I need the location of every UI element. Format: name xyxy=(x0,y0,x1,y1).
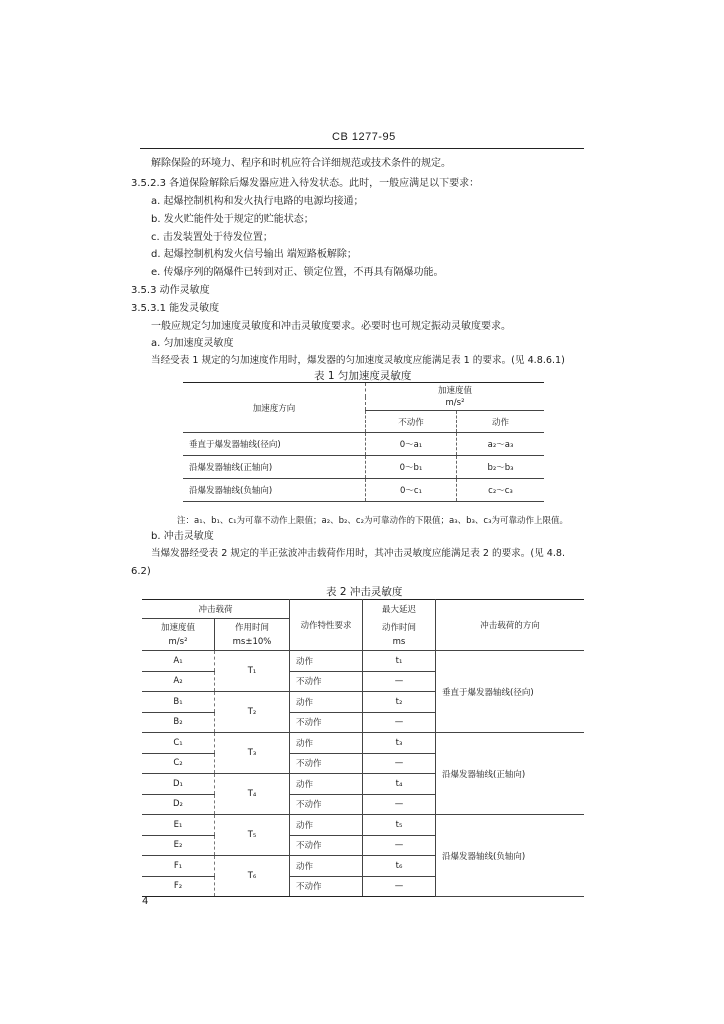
t2-cell: 不动作 xyxy=(290,876,363,897)
t2-cell: — xyxy=(363,753,436,774)
list-item-d: d. 起爆控制机构发火信号输出 端短路板解除； xyxy=(151,249,357,260)
t2-cell: T₃ xyxy=(215,733,290,774)
document-code: CB 1277-95 xyxy=(332,131,396,143)
t2-cell: t₅ xyxy=(363,815,436,836)
list-item-b: b. 发火贮能件处于规定的贮能状态； xyxy=(151,214,314,225)
t2-header-time-unit: ms±10% xyxy=(215,635,290,651)
t2-cell: B₂ xyxy=(142,712,215,733)
t2-cell: 不动作 xyxy=(290,671,363,692)
t2-cell: F₂ xyxy=(142,876,215,897)
t2-cell: A₂ xyxy=(142,671,215,692)
t2-cell: 动作 xyxy=(290,815,363,836)
t2-cell: 垂直于爆发器轴线(径向) xyxy=(436,651,585,733)
t2-header-load: 冲击载荷 xyxy=(142,600,290,619)
t2-cell: E₂ xyxy=(142,835,215,856)
clause-3-5-3-1: 3.5.3.1 能发灵敏度 xyxy=(131,303,220,314)
t2-header-delay: 最大延迟 xyxy=(363,600,436,619)
table-1 xyxy=(183,382,544,502)
t1-header-direction: 加速度方向 xyxy=(183,383,366,433)
t1-cell: 垂直于爆发器轴线(径向) xyxy=(183,433,366,456)
t1-header-no-action: 不动作 xyxy=(366,411,457,433)
t2-cell: T₂ xyxy=(215,692,290,733)
t1-cell: c₂～c₃ xyxy=(457,479,545,502)
t2-header-time: 作用时间 xyxy=(215,619,290,635)
t1-header-unit: m/s² xyxy=(366,397,545,411)
t2-cell: F₁ xyxy=(142,856,215,877)
list-item-e: e. 传爆序列的隔爆件已转到对正、锁定位置，不再具有隔爆功能。 xyxy=(151,267,444,278)
t1-header-action: 动作 xyxy=(457,411,545,433)
t2-cell: 动作 xyxy=(290,733,363,754)
t2-cell: 不动作 xyxy=(290,835,363,856)
t2-cell: t₁ xyxy=(363,651,436,672)
t2-header-delay-unit: ms xyxy=(363,635,436,651)
table-2 xyxy=(142,599,584,897)
t2-header-req: 动作特性要求 xyxy=(290,600,363,651)
t2-cell: — xyxy=(363,671,436,692)
t2-cell: D₁ xyxy=(142,774,215,795)
list-item-a: a. 起爆控制机构和发火执行电路的电源均接通； xyxy=(151,196,364,207)
t2-cell: C₂ xyxy=(142,753,215,774)
t2-cell: 不动作 xyxy=(290,753,363,774)
t1-cell: 0～a₁ xyxy=(366,433,457,456)
t2-cell: A₁ xyxy=(142,651,215,672)
t2-cell: — xyxy=(363,876,436,897)
t2-header-accel: 加速度值 xyxy=(142,619,215,635)
t1-cell: b₂～b₃ xyxy=(457,456,545,479)
clause-3-5-3: 3.5.3 动作灵敏度 xyxy=(131,285,210,296)
paragraph-line: 6.2) xyxy=(131,566,151,577)
t2-cell: 不动作 xyxy=(290,712,363,733)
t2-cell: D₂ xyxy=(142,794,215,815)
page-number: 4 xyxy=(142,896,149,907)
t2-cell: — xyxy=(363,712,436,733)
t2-cell: T₄ xyxy=(215,774,290,815)
t2-cell: t₃ xyxy=(363,733,436,754)
t2-cell: 动作 xyxy=(290,774,363,795)
t2-cell: t₂ xyxy=(363,692,436,713)
t1-cell: 0～c₁ xyxy=(366,479,457,502)
t2-cell: E₁ xyxy=(142,815,215,836)
t2-cell: — xyxy=(363,835,436,856)
paragraph-line: 当爆发器经受表 2 规定的半正弦波冲击载荷作用时，其冲击灵敏度应能满足表 2 的要求。(见 4.8. xyxy=(151,548,566,559)
t1-cell: 0～b₁ xyxy=(366,456,457,479)
t1-header-value: 加速度值 xyxy=(366,383,545,397)
list-item-b-heading: b. 冲击灵敏度 xyxy=(151,531,214,542)
t2-cell: 沿爆发器轴线(正轴向) xyxy=(436,733,585,815)
table2-caption: 表 2 冲击灵敏度 xyxy=(326,586,403,598)
t2-cell: 动作 xyxy=(290,856,363,877)
t2-cell: — xyxy=(363,794,436,815)
t2-header-accel-unit: m/s² xyxy=(142,635,215,651)
t2-header-direction: 冲击载荷的方向 xyxy=(436,600,585,651)
t2-cell: T₁ xyxy=(215,651,290,692)
t2-cell: T₆ xyxy=(215,856,290,897)
t2-cell: 沿爆发器轴线(负轴向) xyxy=(436,815,585,897)
t2-cell: 不动作 xyxy=(290,794,363,815)
paragraph-line: 解除保险的环境力、程序和时机应符合详细规范或技术条件的规定。 xyxy=(151,158,451,169)
t2-cell: t₄ xyxy=(363,774,436,795)
paragraph-line: 当经受表 1 规定的匀加速度作用时，爆发器的匀加速度灵敏度应能满足表 1 的要求。(见 4.8.6.1) xyxy=(151,355,565,366)
table1-note: 注：a₁、b₁、c₁为可靠不动作上限值；a₂、b₂、c₂为可靠动作的下限值；a₃、b₃、c₃为可靠动作上限值。 xyxy=(177,516,569,526)
t2-cell: 动作 xyxy=(290,692,363,713)
t1-cell: 沿爆发器轴线(正轴向) xyxy=(183,456,366,479)
list-item-a-heading: a. 匀加速度灵敏度 xyxy=(151,338,234,349)
list-item-c: c. 击发装置处于待发位置； xyxy=(151,232,273,243)
t2-header-delay-2: 动作时间 xyxy=(363,619,436,635)
clause-3-5-2-3: 3.5.2.3 各道保险解除后爆发器应进入待发状态。此时，一般应满足以下要求： xyxy=(131,178,480,189)
t2-cell: T₅ xyxy=(215,815,290,856)
t2-cell: B₁ xyxy=(142,692,215,713)
t2-cell: C₁ xyxy=(142,733,215,754)
t2-cell: 动作 xyxy=(290,651,363,672)
t1-cell: 沿爆发器轴线(负轴向) xyxy=(183,479,366,502)
t1-cell: a₂～a₃ xyxy=(457,433,545,456)
t2-cell: t₆ xyxy=(363,856,436,877)
header-rule xyxy=(140,148,584,149)
table1-caption: 表 1 匀加速度灵敏度 xyxy=(314,370,412,382)
paragraph-line: 一般应规定匀加速度灵敏度和冲击灵敏度要求。必要时也可规定振动灵敏度要求。 xyxy=(151,321,511,332)
